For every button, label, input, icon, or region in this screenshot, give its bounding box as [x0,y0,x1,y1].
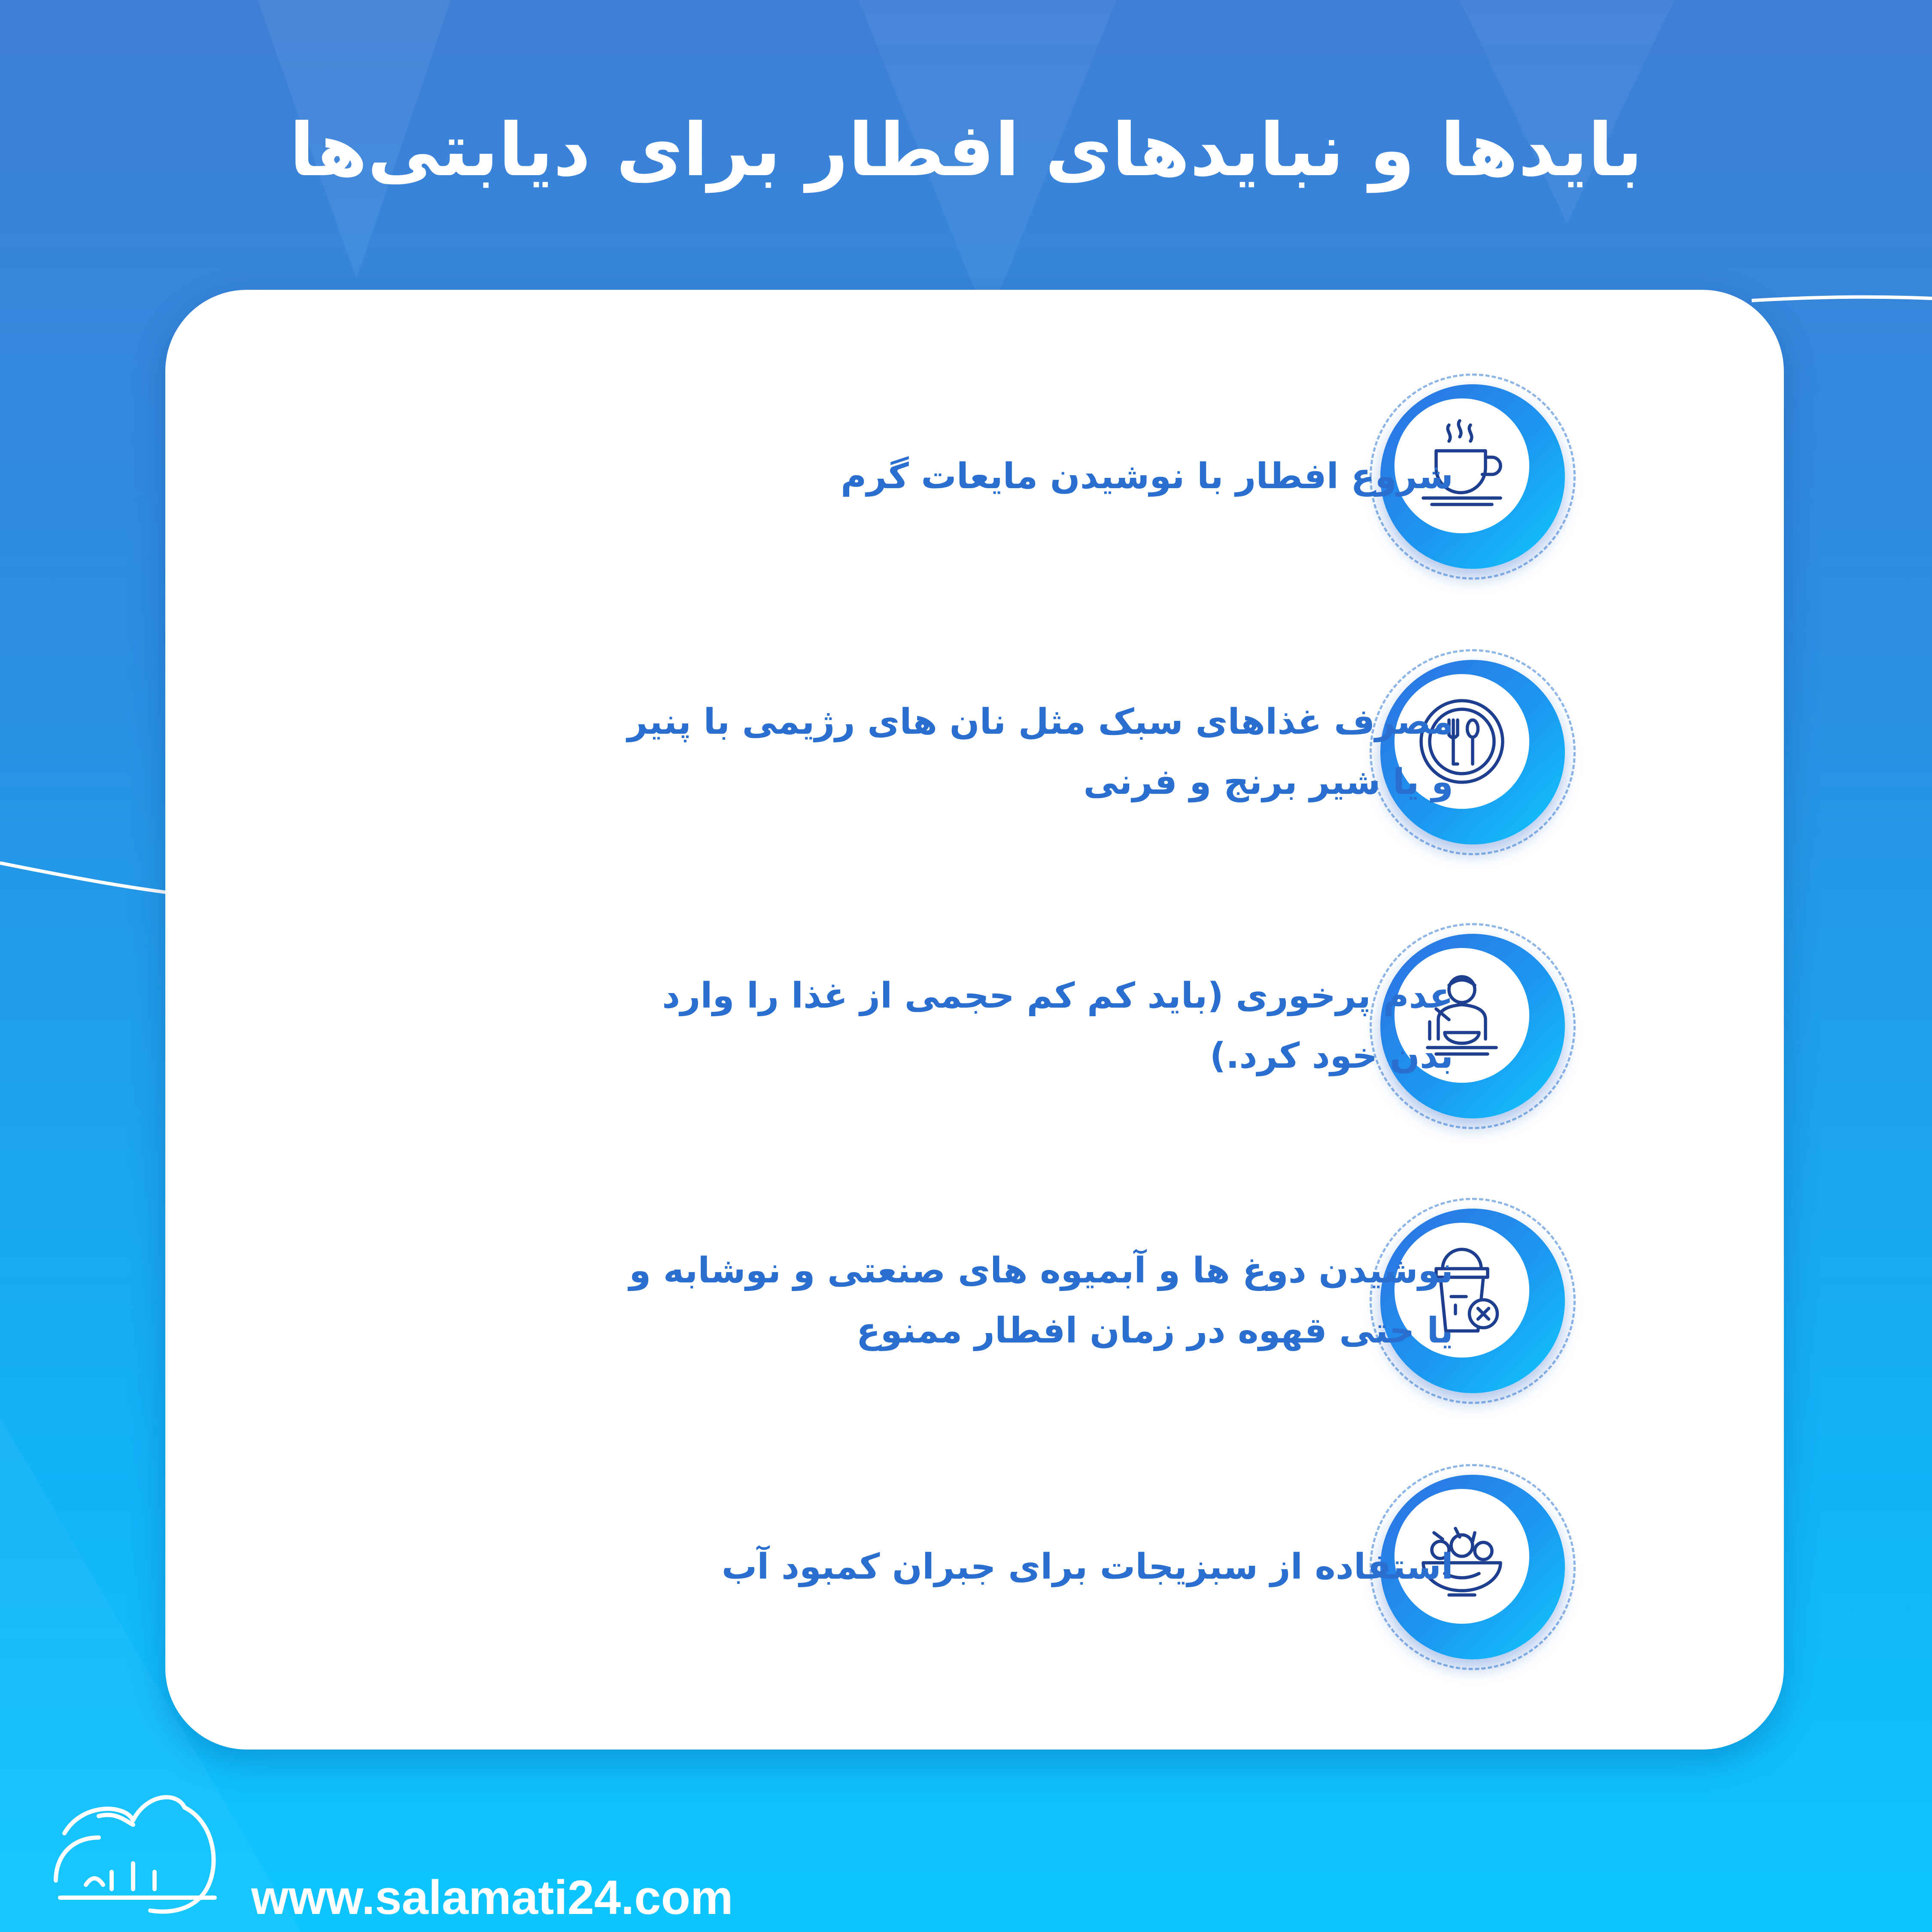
list-item [165,1198,1784,1404]
item-text: استفاده از سبزیجات برای جبران کمبود آب [721,1546,1453,1587]
list-item [165,649,1784,855]
item-text: مصرف غذاهای سبک مثل نان های رژیمی با پنیر و یا شیر برنج و فرنی [627,702,1453,802]
list-item [165,374,1784,580]
item-text: نوشیدن دوغ ها و آبمیوه های صنعتی و نوشابه و یا حتی قهوه در زمان افطار ممنوع [629,1250,1453,1351]
tips-card [165,290,1784,1750]
website-link[interactable]: www.salamati24.com [251,1871,733,1924]
page-title: بایدها و نبایدهای افطار برای دیابتی‌ها [289,108,1643,193]
list-item [165,923,1784,1129]
list-item [165,1464,1784,1670]
salamati24-logo-icon [47,1786,232,1923]
item-text: شروع افطار با نوشیدن مایعات گرم [841,456,1453,497]
item-text: عدم پرخوری (باید کم کم حجمی از غذا را وارد بدن خود کرد.) [662,975,1453,1076]
